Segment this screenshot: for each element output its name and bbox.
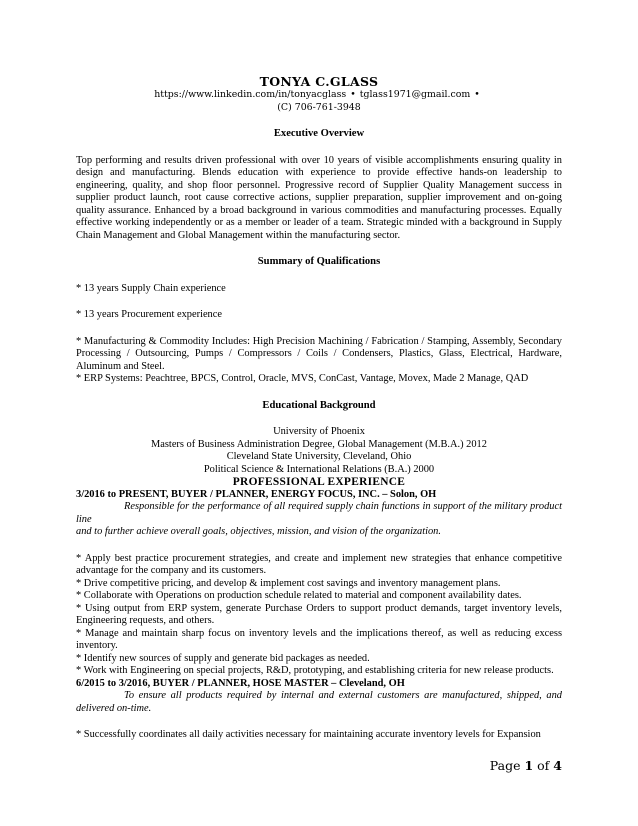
job-bullet: * Collaborate with Operations on production schedule related to material and component availability dates. (76, 590, 522, 601)
linkedin-link[interactable]: https://www.linkedin.com/in/tonyacglass (154, 89, 347, 100)
job-bullet: * Apply best practice procurement strategies, and create and implement new strategies that enhance competitive advantage for the company and its customers. (76, 552, 562, 576)
current-page-number: 1 (524, 758, 534, 773)
email-link[interactable]: tglass1971@gmail.com (359, 89, 471, 100)
job-bullet: * Work with Engineering on special projects, R&D, prototyping, and establishing criteria for new release products. (76, 665, 554, 676)
contact-line (76, 89, 562, 102)
executive-overview-heading: Executive Overview (273, 128, 365, 139)
qualification-item: * 13 years Supply Chain experience (76, 282, 226, 294)
education-heading: Educational Background (262, 399, 376, 411)
job-bullet: * Drive competitive pricing, and develop & implement cost savings and inventory management plans. (76, 577, 501, 589)
phone-number: (C) 706-761-3948 (277, 101, 361, 113)
education-line: University of Phoenix (273, 426, 365, 437)
job-title: 3/2016 to PRESENT, BUYER / PLANNER, ENERGY FOCUS, INC. – Solon, OH (76, 488, 437, 500)
page-number-footer (490, 758, 562, 773)
job-bullet: * Successfully coordinates all daily activities necessary for maintaining accurate inventory levels for Expansion (76, 729, 541, 740)
page-word: Page (489, 758, 521, 773)
job-bullet: * Manage and maintain sharp focus on inventory levels and the implications thereof, as well as reducing excess inventory. (76, 627, 562, 651)
bullet-separator: • (474, 89, 480, 100)
education-line: Masters of Business Administration Degree, Global Management (M.B.A.) 2012 (151, 438, 487, 450)
professional-experience-heading: PROFESSIONAL EXPERIENCE (232, 476, 406, 488)
total-pages: 4 (553, 758, 562, 773)
of-word: of (537, 758, 550, 773)
job-summary: Responsible for the performance of all required supply chain functions in support of the military product line (76, 501, 562, 525)
education-line: Cleveland State University, Cleveland, Ohio (226, 451, 412, 462)
bullet-separator: • (350, 89, 356, 100)
job-bullet: * Using output from ERP system, generate Purchase Orders to support product demands, target inventory levels, Engineering requests, and others. (76, 602, 562, 626)
education-block (76, 426, 562, 476)
qualification-item: * Manufacturing & Commodity Includes: High Precision Machining / Fabrication / Stamping, Assembly, Secondary Processing / Outsourcing, Pumps / Compressors / Coils / Condensers, Plastics, Glass, Electrical, Hardware, Aluminum and Steel. (76, 335, 562, 372)
job-title: 6/2015 to 3/2016, BUYER / PLANNER, HOSE MASTER – Cleveland, OH (76, 677, 405, 689)
qualifications-heading: Summary of Qualifications (257, 256, 381, 267)
qualification-item: * 13 years Procurement experience (76, 309, 222, 320)
education-line: Political Science & International Relations (B.A.) 2000 (203, 463, 435, 475)
executive-overview-text: Top performing and results driven professional with over 10 years of visible accomplishments ensuring quality in design and manufacturing. Blends education with experience to provide effective hands-on leadership to engineering, quality, and shop floor personnel. Progressive record of Supplier Quality Management success in supplier product launch, root cause corrective actions, supplier preparation, supplier improvement and on-going quality assurance. Enhanced by a broad background in various commodities and manufacturing processes. Equally effective working independently or as a member or leader of a team. Strategic minded with a background in Supply Chain Management and Global Management within the manufacturing sector. (76, 154, 562, 241)
job-summary: To ensure all products required by internal and external customers are manufactured, shipped, and delivered on-time. (76, 690, 562, 714)
job-summary: and to further achieve overall goals, objectives, mission, and vision of the organization. (76, 526, 441, 537)
resume-content (76, 74, 562, 742)
job-bullet: * Identify new sources of supply and generate bid packages as needed. (76, 652, 370, 664)
qualification-item: * ERP Systems: Peachtree, BPCS, Control, Oracle, MVS, ConCast, Vantage, Movex, Made 2 Manage, QAD (76, 373, 529, 384)
candidate-name: TONYA C.GLASS (259, 74, 379, 89)
